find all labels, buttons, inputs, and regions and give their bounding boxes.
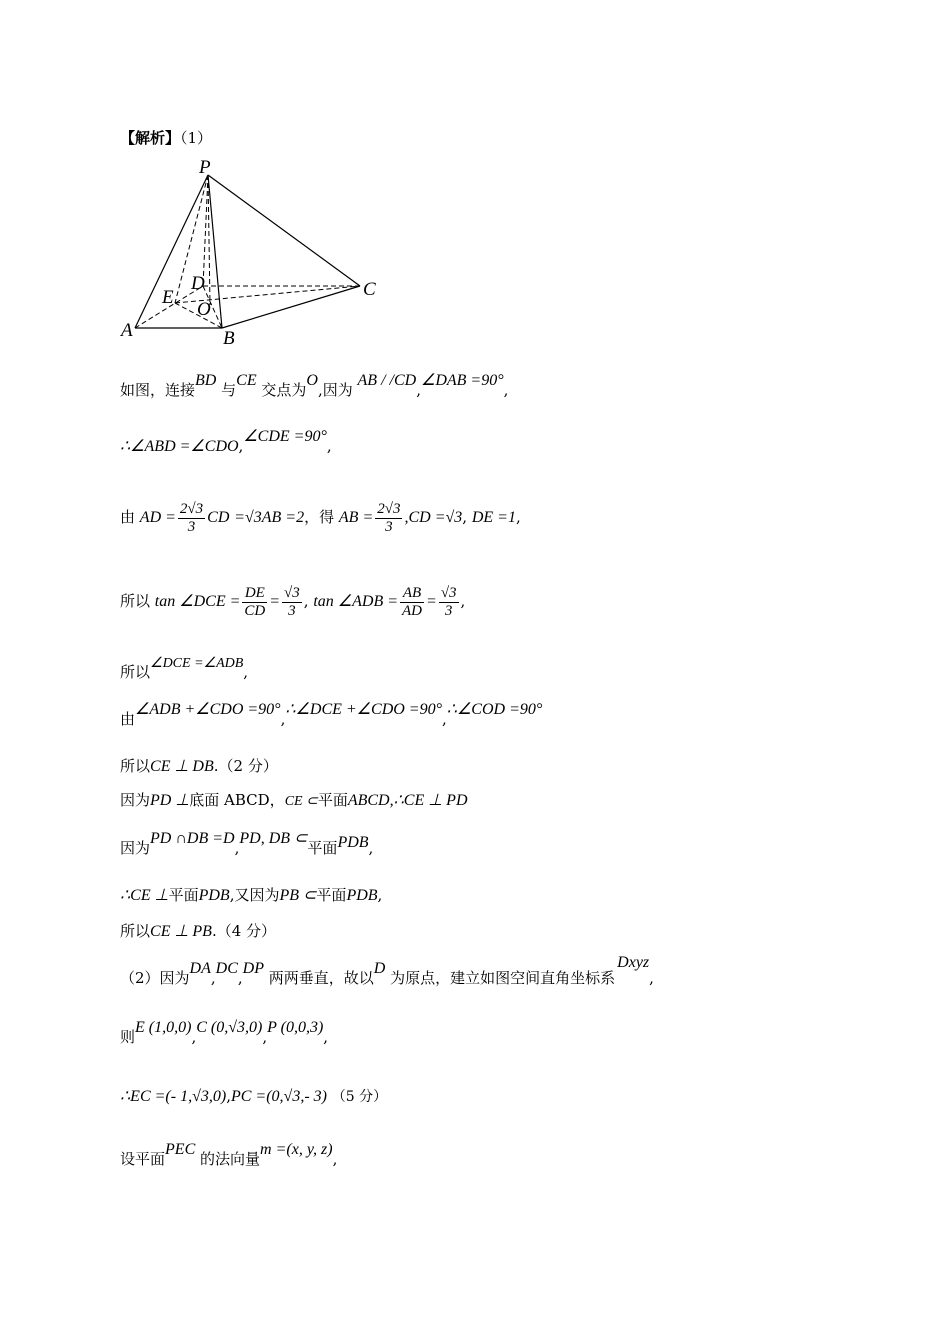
math: ∴EC =(- 1,√3,0) xyxy=(120,1088,227,1105)
math: PDB xyxy=(346,887,378,904)
fraction xyxy=(178,501,205,536)
text: , xyxy=(503,381,509,399)
text: 因为 xyxy=(120,791,151,809)
text-line-15 xyxy=(120,1141,860,1170)
text: 则 xyxy=(120,1028,136,1046)
text: , xyxy=(462,508,468,526)
math: PD ⊥ xyxy=(150,792,190,809)
math: AB = xyxy=(338,509,374,526)
math: tan ∠ADB = xyxy=(313,593,399,610)
text-line-13 xyxy=(120,1019,860,1048)
text: （2）因为 xyxy=(120,969,190,987)
text: .（4 分） xyxy=(211,922,277,940)
math: PD, DB ⊂ xyxy=(239,830,308,847)
math: ,CD =√3 xyxy=(404,509,463,526)
math: O xyxy=(306,372,318,389)
text: , xyxy=(226,1087,231,1105)
text: 的法向量 xyxy=(200,1150,261,1168)
math: DP xyxy=(242,960,264,977)
denominator: CD xyxy=(244,602,266,619)
text: ,因为 xyxy=(317,381,353,399)
solution-heading xyxy=(120,128,860,148)
math: CE ⊥ DB xyxy=(150,758,214,775)
math: ∠ADB +∠CDO =90° xyxy=(135,701,281,718)
numerator: √3 xyxy=(284,584,300,601)
text: , xyxy=(303,592,309,610)
fraction xyxy=(282,585,302,620)
text: 所以 xyxy=(120,592,151,610)
text: 所以 xyxy=(120,663,151,681)
part-label: （1） xyxy=(180,129,213,147)
math: C (0,√3,0) xyxy=(196,1019,263,1036)
label-B: B xyxy=(223,328,235,349)
fraction xyxy=(242,585,267,620)
text-line-12 xyxy=(120,954,860,989)
text: , xyxy=(515,508,521,526)
text-line-9 xyxy=(120,830,860,859)
math: DA xyxy=(189,960,211,977)
denominator: 3 xyxy=(288,602,296,619)
fraction xyxy=(400,585,424,620)
numerator: AB xyxy=(400,585,424,603)
label-P: P xyxy=(199,157,211,178)
math: DC xyxy=(215,960,238,977)
text-line-2 xyxy=(120,428,860,457)
math: D xyxy=(373,960,386,977)
math: BD xyxy=(195,372,217,389)
numerator: 2√3 xyxy=(377,500,401,517)
text: , xyxy=(649,969,654,987)
pyramid-figure xyxy=(115,155,395,350)
text: , xyxy=(326,437,332,455)
text: , xyxy=(243,663,249,681)
label-E: E xyxy=(162,287,174,308)
math: m =(x, y, z) xyxy=(260,1141,333,1158)
text: （5 分） xyxy=(331,1089,388,1105)
text-line-10 xyxy=(120,885,860,906)
text: , xyxy=(280,710,286,728)
math: CE ⊂ xyxy=(284,794,318,809)
text: 由 xyxy=(120,508,136,526)
math: ABCD xyxy=(347,792,390,809)
math: E (1,0,0) xyxy=(135,1019,192,1036)
text-line-1 xyxy=(120,372,860,401)
text-line-7 xyxy=(120,756,860,777)
text: 如图，连接 xyxy=(120,381,196,399)
edge-PC xyxy=(208,175,360,286)
text: 为原点，建立如图空间直角坐标系 xyxy=(390,969,616,987)
math: CD xyxy=(207,509,230,526)
text: , xyxy=(368,839,374,857)
math: ∠CDE =90° xyxy=(243,428,327,445)
analysis-label: 【解析】 xyxy=(120,129,181,147)
text: 因为 xyxy=(120,839,151,857)
text-line-11 xyxy=(120,921,860,942)
text: 所以 xyxy=(120,922,151,940)
text: , xyxy=(238,437,244,455)
text: , xyxy=(323,1028,329,1046)
text-line-4 xyxy=(120,583,860,620)
text-line-5 xyxy=(120,656,860,684)
math: PB ⊂ xyxy=(279,887,317,904)
math: AD = xyxy=(139,509,176,526)
label-C: C xyxy=(363,279,376,300)
math: =√3AB =2 xyxy=(234,509,305,526)
text-line-14 xyxy=(120,1086,860,1107)
math: P (0,0,3) xyxy=(267,1019,324,1036)
text: .（2 分） xyxy=(213,757,278,775)
text: , xyxy=(416,381,421,399)
text: 与 xyxy=(221,381,237,399)
text: , xyxy=(234,839,240,857)
label-A: A xyxy=(121,320,133,341)
text: ,又因为 xyxy=(229,886,280,904)
text-line-6 xyxy=(120,701,860,730)
math: ∠DAB =90° xyxy=(420,372,504,389)
math: ∴∠ABD =∠CDO xyxy=(120,438,239,455)
math: tan ∠DCE = xyxy=(154,593,241,610)
text: 底面 ABCD， xyxy=(189,791,285,809)
text: , xyxy=(210,969,216,987)
text: 平面 xyxy=(317,791,348,809)
label-D: D xyxy=(191,273,205,294)
math: ∴CE ⊥ xyxy=(120,887,169,904)
text: 两两垂直，故以 xyxy=(268,969,374,987)
math: AB / /CD xyxy=(357,372,417,389)
text-line-3 xyxy=(120,500,860,536)
text: , xyxy=(442,710,447,728)
math: PDB xyxy=(337,834,369,851)
math: = xyxy=(426,593,437,610)
math: = xyxy=(269,593,281,610)
text: 设平面 xyxy=(120,1150,166,1168)
text: 平面 xyxy=(307,839,338,857)
label-O: O xyxy=(197,299,211,320)
math: PC =(0,√3,- 3) xyxy=(230,1088,327,1105)
fraction xyxy=(439,585,459,620)
text: , xyxy=(191,1028,197,1046)
math: CE ⊥ PB xyxy=(150,923,212,940)
denominator: 3 xyxy=(385,518,393,535)
text: 由 xyxy=(120,710,136,728)
text: 交点为 xyxy=(261,381,307,399)
denominator: 3 xyxy=(187,518,196,535)
math: ∴∠DCE +∠CDO =90° xyxy=(285,701,442,718)
math: ∴∠COD =90° xyxy=(446,701,543,718)
numerator: 2√3 xyxy=(179,500,204,517)
math: Dxyz xyxy=(617,954,650,971)
denominator: AD xyxy=(402,602,423,619)
math: PD ∩DB =D xyxy=(150,830,235,847)
text: ，得 xyxy=(304,508,335,526)
text: , xyxy=(332,1150,338,1168)
numerator: √3 xyxy=(440,584,457,601)
text: , xyxy=(377,886,383,904)
math: CE xyxy=(236,372,257,389)
text: , xyxy=(237,969,243,987)
numerator: DE xyxy=(242,585,267,603)
text: 平面 xyxy=(316,886,347,904)
math: ∠DCE =∠ADB xyxy=(150,656,244,671)
math: PEC xyxy=(165,1141,196,1158)
text: , xyxy=(262,1028,268,1046)
math: ,∴CE ⊥ PD xyxy=(389,792,468,809)
math: DE =1 xyxy=(471,509,516,526)
text-line-8 xyxy=(120,790,860,812)
text: , xyxy=(460,592,466,610)
text: 平面 xyxy=(168,886,199,904)
text: 所以 xyxy=(120,757,151,775)
fraction xyxy=(375,501,402,536)
math: PDB xyxy=(198,887,230,904)
denominator: 3 xyxy=(444,602,453,619)
